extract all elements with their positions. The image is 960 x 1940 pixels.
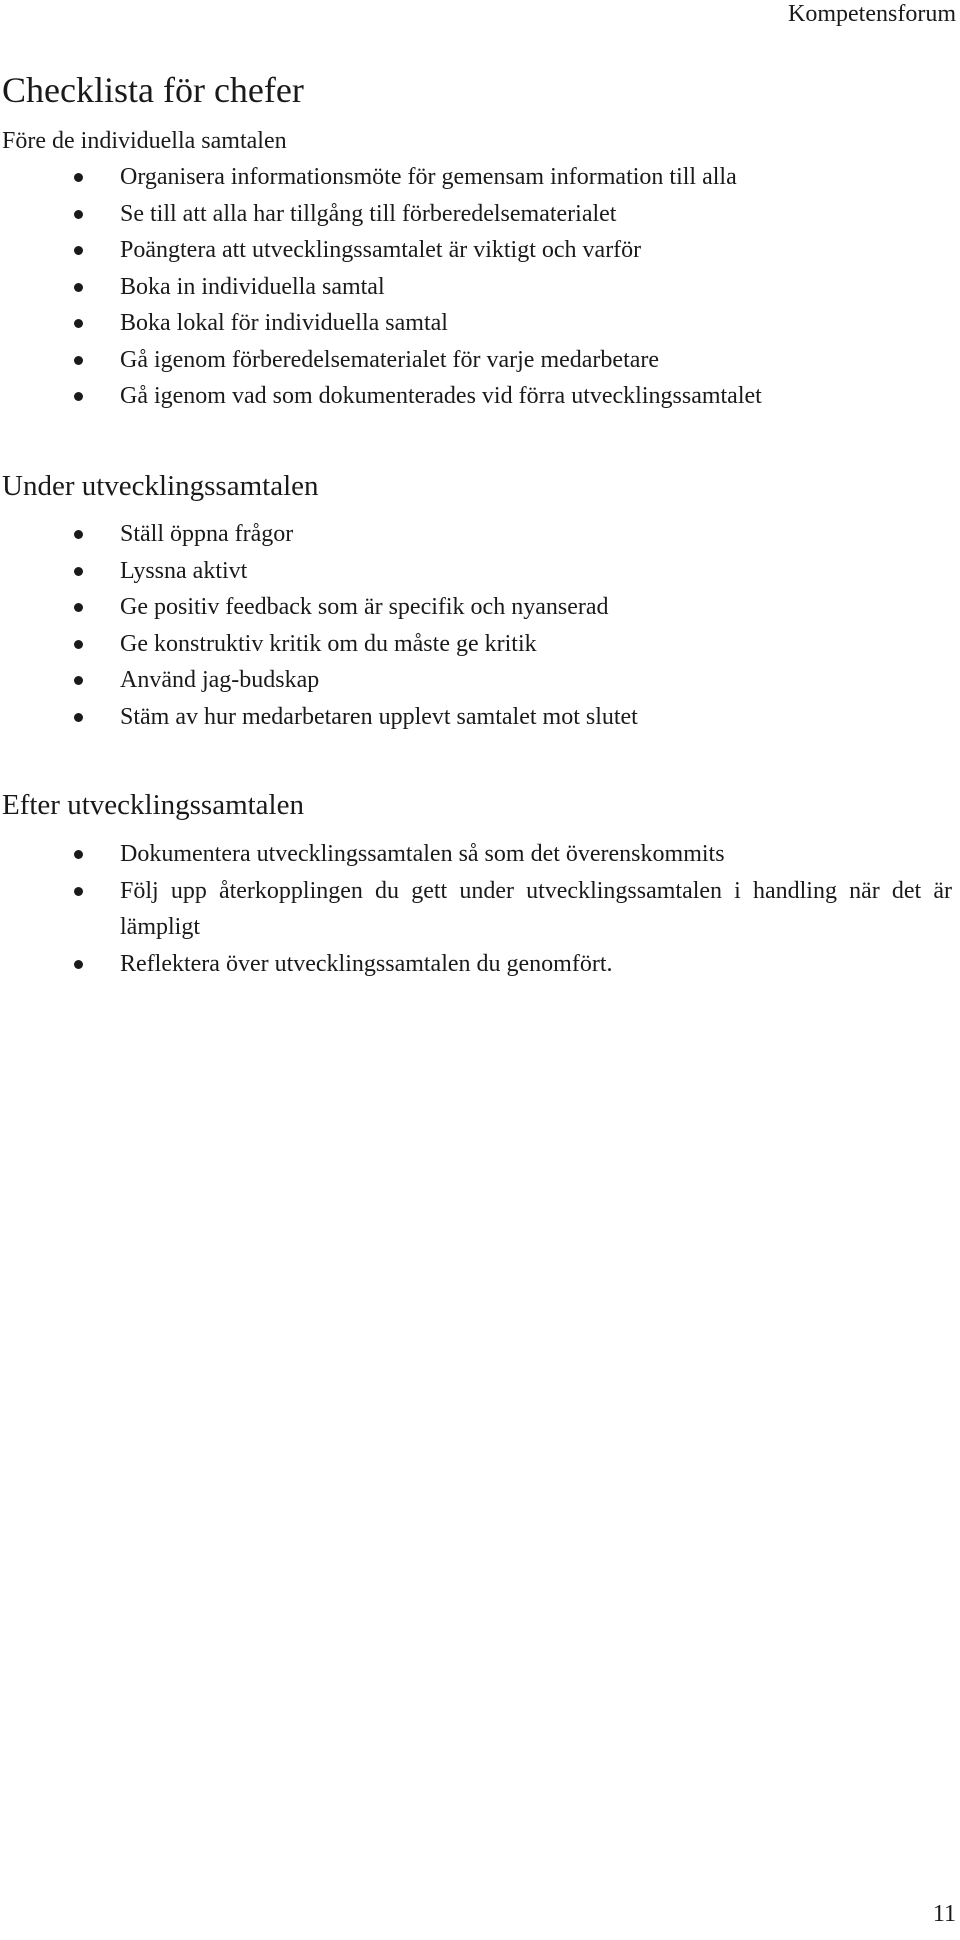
- list-item: Boka lokal för individuella samtal: [0, 305, 956, 342]
- list-item: Ställ öppna frågor: [0, 516, 956, 553]
- list-item: Lyssna aktivt: [0, 553, 956, 590]
- bullet-icon: [74, 210, 83, 219]
- page-title: Checklista för chefer: [2, 70, 304, 110]
- bullet-icon: [74, 319, 83, 328]
- checklist-before: [0, 159, 956, 415]
- list-item: Poängtera att utvecklingssamtalet är viktigt och varför: [0, 232, 956, 269]
- bullet-icon: [74, 676, 83, 685]
- page-number: 11: [932, 1901, 956, 1927]
- list-item: Dokumentera utvecklingssamtalen så som det överenskommits: [0, 836, 956, 873]
- bullet-icon: [74, 640, 83, 649]
- list-item: Stäm av hur medarbetaren upplevt samtalet mot slutet: [0, 699, 956, 736]
- bullet-icon: [74, 887, 83, 896]
- bullet-icon: [74, 392, 83, 401]
- running-header: Kompetensforum: [788, 1, 956, 27]
- list-item: Använd jag-budskap: [0, 662, 956, 699]
- list-item: Ge positiv feedback som är specifik och nyanserad: [0, 589, 956, 626]
- checklist-after: [0, 836, 956, 982]
- checklist-during: [0, 516, 956, 735]
- section-heading-before: Före de individuella samtalen: [2, 128, 287, 154]
- bullet-icon: [74, 603, 83, 612]
- bullet-icon: [74, 173, 83, 182]
- bullet-icon: [74, 356, 83, 365]
- bullet-icon: [74, 850, 83, 859]
- list-item: Se till att alla har tillgång till förberedelsematerialet: [0, 196, 956, 233]
- bullet-icon: [74, 530, 83, 539]
- list-item: Gå igenom förberedelsematerialet för varje medarbetare: [0, 342, 956, 379]
- bullet-icon: [74, 713, 83, 722]
- bullet-icon: [74, 246, 83, 255]
- list-item: Ge konstruktiv kritik om du måste ge kritik: [0, 626, 956, 663]
- list-item: Följ upp återkopplingen du gett under utvecklingssamtalen i handling när det är lämpligt: [0, 873, 956, 946]
- list-item: Gå igenom vad som dokumenterades vid förra utvecklingssamtalet: [0, 378, 956, 415]
- section-heading-during: Under utvecklingssamtalen: [2, 470, 319, 502]
- bullet-icon: [74, 960, 83, 969]
- list-item: Boka in individuella samtal: [0, 269, 956, 306]
- list-item: Reflektera över utvecklingssamtalen du genomfört.: [0, 946, 956, 983]
- bullet-icon: [74, 283, 83, 292]
- section-heading-after: Efter utvecklingssamtalen: [2, 789, 304, 821]
- bullet-icon: [74, 567, 83, 576]
- list-item: Organisera informationsmöte för gemensam information till alla: [0, 159, 956, 196]
